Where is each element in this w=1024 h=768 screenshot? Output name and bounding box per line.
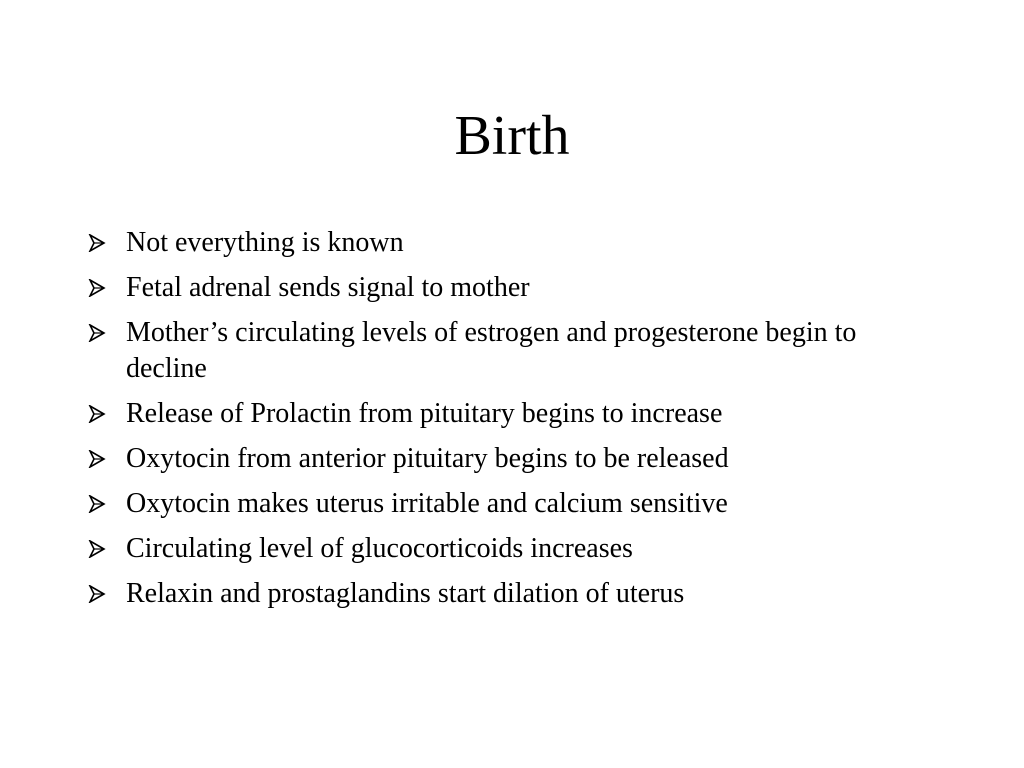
bullet-item — [88, 576, 938, 612]
bullet-text: Relaxin and prostaglandins start dilation of uterus — [126, 578, 685, 609]
bullet-text: Mother’s circulating levels of estrogen and progesterone begin to decline — [126, 317, 857, 384]
bullet-text: Oxytocin makes uterus irritable and calcium sensitive — [126, 488, 728, 519]
bullet-text: Oxytocin from anterior pituitary begins to be released — [126, 443, 729, 474]
bullet-item — [88, 441, 938, 477]
bullet-item — [88, 531, 938, 567]
bullet-list — [88, 225, 938, 621]
arrowhead-bullet-icon — [88, 270, 114, 306]
bullet-text: Not everything is known — [126, 227, 404, 258]
bullet-item — [88, 396, 938, 432]
arrowhead-bullet-icon — [88, 225, 114, 261]
bullet-item — [88, 225, 938, 261]
bullet-item — [88, 315, 938, 387]
bullet-item — [88, 270, 938, 306]
arrowhead-bullet-icon — [88, 441, 114, 477]
slide-title: Birth — [454, 105, 570, 167]
arrowhead-bullet-icon — [88, 315, 114, 351]
arrowhead-bullet-icon — [88, 486, 114, 522]
arrowhead-bullet-icon — [88, 576, 114, 612]
bullet-text: Fetal adrenal sends signal to mother — [126, 272, 530, 303]
bullet-text: Release of Prolactin from pituitary begins to increase — [126, 398, 723, 429]
arrowhead-bullet-icon — [88, 396, 114, 432]
bullet-item — [88, 486, 938, 522]
arrowhead-bullet-icon — [88, 531, 114, 567]
bullet-text: Circulating level of glucocorticoids increases — [126, 533, 633, 564]
